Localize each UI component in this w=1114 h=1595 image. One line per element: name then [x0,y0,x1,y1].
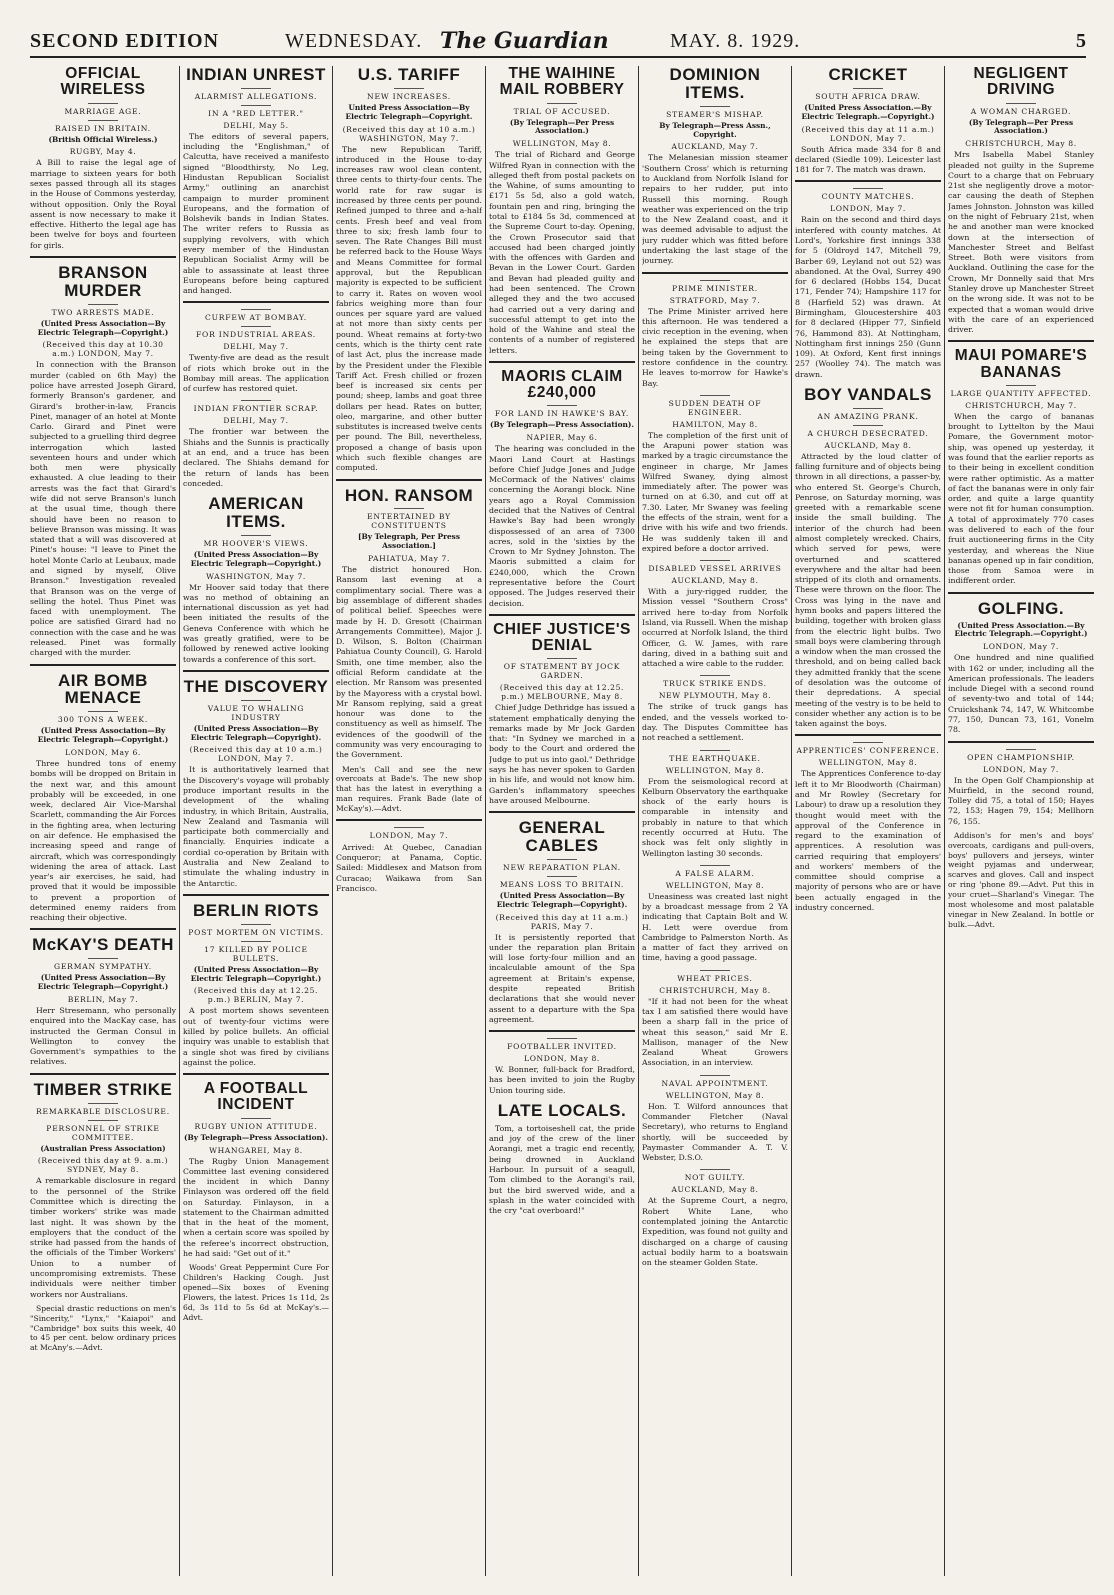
article-divider [489,361,635,363]
dateline: (Received this day at 11 a.m.) LONDON, May 7. [801,124,935,143]
article [336,827,482,894]
article-subheading-2: 17 KILLED BY POLICE BULLETS. [183,941,329,963]
article-subheading: TRIAL OF ACCUSED. [489,103,635,116]
dateline: AUCKLAND, May 7. [671,142,759,152]
article-subheading-2: PERSONNEL OF STRIKE COMMITTEE. [30,1120,176,1142]
article [642,560,788,669]
article [30,1081,176,1353]
dateline: (Received this day at 10 a.m.) WASHINGTON, May 7. [342,124,476,143]
article-body: In connection with the Branson murder (cabled on 6th May) the police have arrested Joseph Girard, formerly Branson's gardener, and Girard's brother-in-law, Francis Pinet, manager of an hotel at Monte Carlo. Girard and Pinet were subjected to a gruelling third degree interrogation which lasted seventeen hours and under which both men were physically exhausted. A clue leading to their arrests was the fact that Girard's wife did not serve Branson's lunch at the usual time, though there should have been no reason to believe Branson was missing. It was stated that a will was discovered at Pinet's house: "I leave to Pinet the hotel Monte Carlo at Leubaux, made and signed by myself, Olive Branson." Investigation revealed that Branson was on the verge of selling the hotel. Thus Pinet was faced with unemployment. The police are satisfied Girard had no connection with the case and he was released. Pinet was formally charged with the murder. [30,360,176,658]
article-body: The trial of Richard and George Wilfred Ryan in connection with the alleged theft from postal packets on the Wahine, of sums amounting to £171 5s 5d, also a gold watch, fountain pen and ring, bringing the total to £184 5s 3d, commenced at the Supreme Court to-day. Opening, the Crown Prosecutor said that accused had been charged jointly with the offences with Garden and Bevan in the Lower Court. Garden and Bevan had pleaded guilty and had been sentenced. The Crown alleged they and the two accused had carried out a very daring and successful attempt to get into the hold of the Wahine and steal the contents of a number of registered letters. [489,150,635,355]
article-body: It is authoritatively learned that the Discovery's voyage will probably produce important results in the development of the whaling industry, in which Britain, Australia, New Zealand and Tasmania will participate both commercially and financially. Enquiries indicate a cordial co-operation by Britain with Australia and New Zealand to stimulate the whaling industry in the Antarctic. [183,765,329,888]
dateline: LONDON, May 6. [65,747,141,757]
article-divider [642,272,788,274]
article [948,749,1094,930]
article [642,865,788,964]
article-subheading-2: IN A "RED LETTER." [183,105,329,118]
article-headline: A FOOTBALL INCIDENT [203,1080,309,1114]
dateline: LONDON, May 8. [524,1054,600,1064]
article-subheading: WHEAT PRICES. [642,970,788,983]
advertisement: Special drastic reductions on men's "Sincerity," "Lynx," "Kaiapoi" and "Cambridge" box suits this week, 40 to 45 per cent. below ordinary prices at McAny's.—Advt. [30,1303,176,1353]
masthead [30,28,1086,58]
article-headline: McKAY'S DEATH [32,935,174,955]
article-headline: GENERAL CABLES [518,818,606,855]
article-body: Attracted by the loud clatter of falling furniture and of objects being thrown in all directions, a passer-by, who entered St. George's Church, Penrose, on Saturday morning, was greeted with a remarkable scene inside the small building. The interior of the church had been almost completely wrecked. Chairs, which served for pews, were overturned and scattered everywhere and the altar had been stripped of its cloth and ornaments. These were thrown on the floor. The Cross was lying in the nave and hymn books and papers littered the building, together with broken glass from the electric light bulbs. Two small boys were clambering through a window when the man crossed the threshold, and on being called back they admitted frankly that the scene of desolation was the outcome of their depredations. A special meeting of the vestry is to be held to consider whether any action is to be taken against the boys. [795,451,941,729]
article-body: Hon. T. Wilford announces that Commander Fletcher (Naval Secretary), who returns to England shortly, will be succeeded by Paymaster Commander A. T. V. Webster, D.S.O. [642,1101,788,1163]
article-body: Uneasiness was created last night by a broadcast message from 2 YA indicating that Captain Bolt and W. H. Lett were overdue from Cambridge to Palmerston North. As a matter of fact they arrived on time, having a good passage. [642,891,788,963]
edition-label: SECOND EDITION [30,30,220,52]
dateline: (Received this day at 10 a.m.) LONDON, May 7. [189,745,323,764]
article-body: The completion of the first unit of the Arapuni power station was marked by a tragic circumstance the engineer in charge, Mr James Wilfred Swaney, dying almost immediately after. The power was turned on at 6.30, and cut off at 7.30. Later, Mr Swaney was feeling the effects of the strain, went for a drive with his wife and two friends. He was suddenly taken ill and expired before a doctor arrived. [642,430,788,553]
article-divider [948,592,1094,594]
article-body: Tom, a tortoiseshell cat, the pride and joy of the crew of the liner Aorangi, met a tragic end recently, being drowned in Auckland Harbour. In pursuit of a seagull, Tom climbed to the Aorangi's rail, but the bird swerved wide, and a splash in the water coincided with the cry "cat overboard!" [489,1123,635,1216]
article-divider [183,301,329,303]
press-credit: (United Press Association.—By Electric Telegraph.—Copyright.) [801,102,935,121]
article-headline: MAUI POMARE'S BANANAS [954,347,1088,381]
article-subheading: LONDON, May 7. [336,827,482,840]
article-headline: AIR BOMB MENACE [58,670,148,708]
dateline: RUGBY, May 4. [69,147,137,157]
article-divider [336,819,482,821]
dateline: (Received this day at 9. a.m.) SYDNEY, May 8. [37,1156,169,1175]
article-subheading: CURFEW AT BOMBAY. [183,309,329,322]
article [336,66,482,481]
article-subheading: FOOTBALLER INVITED. [489,1038,635,1051]
article-headline: THE WAIHINE MAIL ROBBERY [499,66,625,99]
article-headline: U.S. TARIFF [357,66,461,84]
article-divider [948,741,1094,743]
article-body: The strike of truck gangs has ended, and the vessels worked to-day. The Disputes Committee has not reached a settlement. [642,702,788,743]
article-divider [948,340,1094,342]
article-subheading-2: A CHURCH DESECRATED. [795,425,941,438]
article-subheading: NOT GUILTY. [642,1169,788,1182]
article [642,970,788,1069]
article-divider [489,1030,635,1032]
press-credit: (United Press Association.—By Electric Telegraph.—Copyright.) [954,620,1088,639]
article-subheading: RUGBY UNION ATTITUDE. [183,1118,329,1131]
article-headline: CHIEF JUSTICE'S DENIAL [493,620,631,655]
article-subheading: NAVAL APPOINTMENT. [642,1075,788,1088]
article [948,348,1094,593]
article-subheading-2: RAISED IN BRITAIN. [30,120,176,133]
article-subheading: AN AMAZING PRANK. [795,408,941,421]
dateline: WELLINGTON, May 8. [512,139,612,149]
press-credit: (By Telegraph—Per Press Association.) [509,117,615,136]
article-subheading: APPRENTICES' CONFERENCE. [795,742,941,755]
article-body: "If it had not been for the wheat tax I am satisfied there would have been a sharp fall in the price of wheat this season," said Mr E. Mallison, manager of the New Zealand Wheat Growers Association, in an interview. [642,996,788,1068]
article-subheading: INDIAN FRONTIER SCRAP. [183,400,329,413]
article-subheading: OPEN CHAMPIONSHIP. [948,749,1094,762]
article-body: Mr Hoover said today that there was no method of obtaining an international discussion as yet had been initiated the results of the Geneva Conference with which he was greatly gratified, were to be followed by renewed active looking towards a conference of this sort. [183,582,329,664]
press-credit: By Telegraph—Press Assn., Copyright. [659,120,771,139]
column-1 [30,66,176,1581]
dateline: WASHINGTON, May 7. [206,571,306,581]
article-headline: LATE LOCALS. [497,1100,627,1120]
dateline: STRATFORD, May 7. [669,295,761,305]
article-headline: MAORIS CLAIM £240,000 [501,367,623,402]
column-rule [179,66,180,1576]
article-subheading: SOUTH AFRICA DRAW. [795,88,941,101]
article-subheading-2: MEANS LOSS TO BRITAIN. [489,876,635,889]
press-credit: (United Press Association—By Electric Telegraph—Copyright.) [37,726,169,745]
article-headline: OFFICIAL WIRELESS [60,66,146,99]
article-subheading: TWO ARRESTS MADE. [30,304,176,317]
article-subheading: THE EARTHQUAKE. [642,750,788,763]
article-body: The Rugby Union Management Committee last evening considered the incident in which Danny Finlayson was ordered off the field on Saturday. Finlayson, in a statement to the Chairman admitted that in the heat of the moment, when a certain score was spoiled by the referee's incorrect obstruction, he had said: "Get out of it." [183,1156,329,1259]
article-subheading-2: FOR INDUSTRIAL AREAS. [183,326,329,339]
article-divider [336,479,482,481]
dateline: NEW PLYMOUTH, May 8. [658,691,772,701]
article-subheading: MR HOOVER'S VIEWS. [183,535,329,548]
article [642,395,788,554]
newspaper-title: The Guardian [440,28,609,54]
dateline: (Received this day at 12.25. p.m.) MELBOURNE, May 8. [499,683,625,702]
article-divider [489,811,635,813]
article-body: The hearing was concluded in the Maori Land Court at Hastings before Chief Judge Jones and Judge McCormack of the Natives' claims concerning the Aorangi block. Nine years ago a Royal Commission decided that the Natives of Central Hawke's Bay had been wrongly dispossessed of an area of 7300 acres, sold in the 'sixties by the Crown to Mr Sydney Johnston. The Maoris submitted a claim for £240,000, which the Crown representative before the Court opposed. The Judges reserved their decision. [489,444,635,608]
column-rule [791,66,792,1576]
dateline: LONDON, May 7. [983,642,1059,652]
article [30,672,176,931]
press-credit: [By Telegraph, Per Press Association.] [357,532,460,551]
article [183,309,329,394]
article [642,66,788,274]
dateline: DELHI, May 7. [223,342,289,352]
article-body: The Prime Minister arrived here this afternoon. He was tendered a civic reception in the evening, when he explained the steps that are being taken by the Government to restore confidence in the country. He leaves to-morrow for Hawke's Bay. [642,306,788,388]
press-credit: (United Press Association—By Electric Telegraph—Copyright.) [190,549,322,568]
article-body: Herr Stresemann, who personally enquired into the MacKay case, has instructed the German Consul in Wellington to convey the Government's sympathies to the relatives. [30,1006,176,1067]
article-divider [30,664,176,666]
dateline: PAHIATUA, May 7. [368,554,450,564]
dateline: CHRISTCHURCH, May 8. [965,139,1077,149]
article-divider [183,1073,329,1075]
dateline: LONDON, May 7. [830,204,906,214]
article-subheading: A WOMAN CHARGED. [948,103,1094,116]
article [183,66,329,303]
article-headline: GOLFING. [977,598,1065,618]
article-body: Three hundred tons of enemy bombs will be dropped on Britain in the next war, and this amount probably will be exceeded, in one week, declared Air Vice-Marshal Scarlett, commanding the Air Forces in the fighting area, when lecturing on air defence. He emphasised the increasing speed and range of aircraft, which was correspondingly widening the area of attack. Last year's air exercises, he said, had proved that it would be impossible to prevent a proportion of determined enemy raiders from reaching their objective. [30,758,176,923]
article-body: One hundred and nine qualified with 162 or under, including all the American professionals. The leaders include Diegel with a second round of seventy-two and total of 144; Cruickshank 74, 147, W. Whitcombe 77, 150, Duncan 73, 161, Vonelm 78. [948,653,1094,735]
article-headline: THE DISCOVERY [183,676,329,696]
article [795,188,941,380]
article-body: W. Bonner, full-back for Bradford, has been invited to join the Rugby Union touring side. [489,1065,635,1095]
article-divider [183,670,329,672]
article [642,675,788,743]
article-body: Chief Judge Dethridge has issued a statement emphatically denying the remarks made by Mr Jock Garden that: "In Sydney we marched in a body to the Court and ordered the Judge to put us into gaol." Dethridge says he has never spoken to Garden in his life, and would not know him. Garden's inflammatory speeches have aroused Melbourne. [489,703,635,805]
article-divider [795,734,941,736]
article-body: Twenty-five are dead as the result of riots which broke out in the Bombay mill areas. The application of curfew has restored quiet. [183,353,329,394]
article-body: The Melanesian mission steamer 'Southern Cross' which is returning to Auckland from Norfolk Island for repairs to her rudder, put into Russell this morning. Rough weather was experienced on the trip to the New Zealand coast, and it was deemed advisable to adjust the jury rudder which was fitted before undertaking the last stage of the journey. [642,153,788,266]
column-3 [336,66,482,1581]
article-headline: BRANSON MURDER [58,262,148,300]
article [642,280,788,389]
advertisement: Woods' Great Peppermint Cure For Children's Hacking Cough. Just opened—Six boxes of Evening Flowers, the latest. Prices 1s 11d, 2s 6d, 3s 11d to 5s 6d at McKay's.—Advt. [183,1263,329,1322]
article-body: At the Supreme Court, a negro, Robert White Lane, who contemplated joining the Antarctic Expedition, was found not guilty and discharged on a charge of causing actual bodily harm to a boatswain on the steamer Golden State. [642,1196,788,1268]
article [948,66,1094,342]
article-headline: DOMINION ITEMS. [669,66,761,102]
press-credit: (By Telegraph—Press Association). [184,1132,328,1142]
article [489,819,635,1032]
article-divider [30,1073,176,1075]
article-subheading: TRUCK STRIKE ENDS. [642,675,788,688]
article [795,386,941,736]
article-headline: NEGLIGENT DRIVING [973,66,1069,99]
column-5 [642,66,788,1581]
column-rule [638,66,639,1576]
press-credit: United Press Association—By Electric Telegraph—Copyright. [345,102,473,121]
article [30,264,176,666]
dateline: WHANGAREI, May 8. [209,1145,303,1155]
dateline: WELLINGTON, May 8. [665,1090,765,1100]
article [183,902,329,1075]
article-subheading: POST MORTEM ON VICTIMS. [183,924,329,937]
article-subheading: NEW REPARATION PLAN. [489,859,635,872]
article-body: The editors of several papers, including the "Englishman," of Calcutta, have received a manifesto signed "Bloodthirsty, No Leg, Hindustan Republican Socialist Army," outlining an anarchist campaign to murder prominent Europeans, and the formation of Bolshevik bands in Indian States. The writer refers to Russia as supplying revolvers, with which every member of the Hindustan Republican Socialist Army will be able to assassinate at least three Europeans before being captured and hanged. [183,131,329,296]
column-4 [489,66,635,1581]
article-subheading: OF STATEMENT BY JOCK GARDEN. [489,658,635,680]
article-headline: CRICKET [828,66,908,84]
dateline: WELLINGTON, May 8. [665,880,765,890]
article-divider [795,180,941,182]
article-body: Mrs Isabella Mabel Stanley pleaded not guilty in the Supreme Court to a charge that on February 21st she negligently drove a motor-car causing the death of Stephen James Johnston. Johnston was killed on the night of February 21st, when he and another man were knocked down at the intersection of Manchester Street and Belfast Street. Both were visitors from Auckland. Outlining the case for the Crown, Mr Donnelly said that Mrs Stanley drove up Manchester Street on the wrong side. It was not to be expected that a woman would drive with the care of an experienced driver. [948,150,1094,335]
article [30,66,176,258]
dateline: LONDON, May 7. [983,764,1059,774]
dateline: AUCKLAND, May 8. [824,440,912,450]
article [489,66,635,363]
article-subheading: A FALSE ALARM. [642,865,788,878]
dateline: AUCKLAND, May 8. [671,1185,759,1195]
article-subheading: MARRIAGE AGE. [30,103,176,116]
column-6 [795,66,941,1581]
article-body: Arrived: At Quebec, Canadian Conqueror; at Panama, Coptic. Sailed: Middlesex and Matson from Curacao; Waikawa from San Francisco. [336,842,482,893]
article-body: It is persistently reported that under the reparation plan Britain will lose forty-four million and an incalculable amount of the Spa agreement at Britain's expense, despite repeated British declarations that she would never assent to a departure with the Spa agreement. [489,932,635,1024]
article [642,1075,788,1164]
article-subheading: ENTERTAINED BY CONSTITUENTS [336,508,482,530]
article-body: The Apprentices Conference to-day left it to Mr Bloodworth (Chairman) and Mr Rowley (Secretary for Labour) to draw up a resolution they thought would meet with the approval of the Conference in regard to the examination of apprentices. A resolution was carried requiring that employers' and workers' members of the committee should comprise a majority of persons who are or have been actually engaged in the industry concerned. [795,769,941,913]
article-headline: HON. RANSOM [344,485,474,505]
column-rule [485,66,486,1576]
article-subheading: PRIME MINISTER. [642,280,788,293]
dateline: DELHI, May 5. [223,120,289,130]
article-body: In the Open Golf Championship at Muirfield, in the second round, Tolley did 75, a total of 150; Hayes 72, 153; Hagen 79, 154; Mellhorn 76, 155. [948,775,1094,826]
article-body: From the seismological record at Kelburn Observatory the earthquake shock of the early hours is comparable in intensity and probably in nature to that which recently occurred at Hutu. The shock was felt only slightly in Wellington lasting 30 seconds. [642,776,788,858]
article [183,1081,329,1322]
article [183,678,329,896]
article [642,1169,788,1268]
article-headline: INDIAN UNREST [186,66,326,84]
dateline: NAPIER, May 6. [526,433,598,443]
article [642,750,788,859]
article-body: A post mortem shows seventeen out of twenty-four victims were killed by police bullets. An official inquiry was unable to establish that a single shot was fired by civilians against the police. [183,1006,329,1067]
article [336,487,482,821]
press-credit: (United Press Association—By Electric Telegraph—Copyright). [190,723,322,742]
article-divider [183,894,329,896]
press-credit: (United Press Association—By Electric Telegraph—Copyright.) [37,973,169,992]
article-headline: TIMBER STRIKE [33,1079,173,1099]
date-label: MAY. 8. 1929. [670,30,801,52]
article-subheading: COUNTY MATCHES. [795,188,941,201]
dateline: HAMILTON, May 8. [672,419,758,429]
article-divider [30,928,176,930]
article-body: The district honoured Hon. Ransom last evening at a complimentary social. There was a big assemblage of different shades of political belief. Speeches were made by H. D. Gresott (Chairman Arrangements Committee), Major J. D. Wilson, S. Bolton (Chairman Pahiatua County Council), G. Harold Smith, one time member, also the official Reform candidate at the election. Mr Ransom was presented by the Mayoress with a crystal bowl. Mr Ransom replying, said a great honour was done to the constituency as well as himself. The evidences of the goodwill of the community was very encouraging to the Government. [336,565,482,760]
article [489,622,635,813]
article-subheading: GERMAN SYMPATHY. [30,958,176,971]
dateline: CHRISTCHURCH, May 8. [659,985,771,995]
article-subheading: DISABLED VESSEL ARRIVES [642,560,788,573]
dateline: DELHI, May 7. [223,416,289,426]
article-headline: BOY VANDALS [804,384,932,404]
article-body: The new Republican Tariff, introduced in the House to-day increases raw wool clean content, three cents to thirty-four cents. The world rate for raw sugar is increased by three cents per pound. Refined jumped to three and a-half cents. Fresh beef and veal from three to six; fresh lamb four to seven. The Rate Changes Bill must be referred back to the House Ways and Means Committee for formal approval, but the Republican majority is expected to be sufficient to carry it. Rates on woven wool fabrics weighing more than four ounces per square yard are valued at not more than sixty cents per pound. Wheat remains at forty-two cents, which is the thirty cent rate of last Act, plus the increase made by the President under the Flexible Tariff Act. Fresh chilled or frozen beef is increased six cents per pound; sheep, lambs and goat three dollars per head. Rates on butter, oleo, margarine, and other butter substitutes is increased twelve cents per pound. The Bill, nevertheless, proposed a change of basis upon which such flexible changes are computed. [336,144,482,473]
dateline: BERLIN, May 7. [67,995,139,1005]
article [489,369,635,616]
dateline: CHRISTCHURCH, May 7. [965,400,1077,410]
article [795,742,941,913]
dateline: (Received this day at 10.30 a.m.) LONDON, May 7. [42,340,164,359]
press-credit: (United Press Association—By Electric Telegraph—Copyright). [496,890,628,909]
page-number: 5 [1076,30,1086,52]
article [183,400,329,489]
advertisement: Men's Call and see the new overcoats at Bade's. The new shop that has the latest in everything a man requires. Frank Bade (late of McKay's).—Advt. [336,764,482,813]
dateline: WELLINGTON, May 8. [665,765,765,775]
weekday-label: WEDNESDAY. [285,30,423,52]
article-subheading: STEAMER'S MISHAP. [642,106,788,119]
press-credit: (By Telegraph—Per Press Association.) [968,117,1074,136]
article-subheading: REMARKABLE DISCLOSURE. [30,1103,176,1116]
article [30,936,176,1074]
article [183,495,329,672]
article-body: A Bill to raise the legal age of marriage to sixteen years for both sexes passed through all its stages in the House of Commons yesterday, without opposition. Only the Royal assent is now necessary to make it effective. Hitherto the legal age has been twelve for boys and fourteen for girls. [30,158,176,250]
article-subheading: SUDDEN DEATH OF ENGINEER. [642,395,788,417]
article-divider [30,256,176,258]
article-subheading: FOR LAND IN HAWKE'S BAY. [489,405,635,418]
column-2 [183,66,329,1581]
article [489,1102,635,1216]
press-credit: (By Telegraph—Press Association). [490,420,634,430]
dateline: (Received this day at 12.25. p.m.) BERLIN, May 7. [193,986,319,1005]
article-divider [489,614,635,616]
dateline: (Received this day at 11 a.m.) PARIS, May 7. [495,912,629,931]
advertisement: Addison's for men's and boys' overcoats, cardigans and pull-overs, boys' pullovers and jerseys, winter weight pyjamas and underwear, scarves and gloves. Call and inspect or ring 'phone 89.—Advt. Put this in your cruet—Sharland's Vinegar. The most wholesome and most palatable vinegar in New Zealand. In bottle or bulk.—Advt. [948,830,1094,929]
dateline: AUCKLAND, May 8. [671,576,759,586]
article [795,66,941,182]
article-body: Rain on the second and third days interfered with county matches. At Lord's, Yorkshire first innings 338 for 5 (Oldroyd 147, Mitchell 79, Barber 69, Leyland not out 52) was abandoned. At the Oval, Surrey 490 for 6 declared (Hobbs 154, Ducat 171, Fender 74); Hampshire 117 for 8 (Harfield 52) was drawn. At Birmingham, Gloucestershire 403 for 8 declared (Hipper 77, Sinfield 76, Hammond 83). At Nottingham, Nottingham first innings 250 (Gunn 109). At Oxford, Kent first innings 257 (Woolley 74). The match was drawn. [795,215,941,379]
article-headline: AMERICAN ITEMS. [208,494,304,531]
article-subheading: NEW INCREASES. [336,88,482,101]
article [489,1038,635,1096]
article-body: South Africa made 334 for 8 and declared (Siedle 109). Leicester last 181 for 7. The match was drawn. [795,144,941,175]
press-credit: (United Press Association—By Electric Telegraph—Copyright.) [190,964,322,983]
article-body: With a jury-rigged rudder, the Mission vessel "Southern Cross" arrived here to-day from Norfolk Island, via Russell. When the mishap occurred at Norfolk Island, the third Officer, G. W. James, with rare daring, dived in a bathing suit and attached a wire cable to the rudder. [642,587,788,669]
press-credit: (United Press Association—By Electric Telegraph—Copyright.) [37,318,169,337]
article [948,600,1094,743]
dateline: WELLINGTON, May 8. [818,758,918,768]
article-body: The frontier war between the Shiahs and the Sunnis is practically at an end, and a truce has been declared. The Shiahs demand for the return of lands has been conceded. [183,427,329,488]
article-subheading: LARGE QUANTITY AFFECTED. [948,385,1094,398]
column-rule [944,66,945,1576]
press-credit: (British Official Wireless.) [48,134,158,144]
article-subheading: VALUE TO WHALING INDUSTRY [183,700,329,722]
column-rule [332,66,333,1576]
article-body: When the cargo of bananas brought to Lyttelton by the Maui Pomare, the Government motor-ship, was opened up yesterday, it was found that the earlier reports as to their being in excellent condition were rather optimistic. As a matter of fact the bananas were in only fair order, and quite a large quantity were not fit for human consumption. A total of approximately 770 cases was delivered to each of the four fruit auctioneering firms in the City yesterday, and whereas the Niue bananas opened up in fair condition, those from Samoa were in indifferent order. [948,411,1094,586]
column-7 [948,66,1094,1581]
article-subheading: ALARMIST ALLEGATIONS. [183,88,329,101]
press-credit: (Australian Press Association) [40,1143,166,1153]
article-subheading: 300 TONS A WEEK. [30,711,176,724]
article-body: A remarkable disclosure in regard to the personnel of the Strike Committee which is directing the timber workers' strike was made last night. It was shown by the employers that the conduct of the strike had passed from the hands of the officials of the Timber Workers' Union to a number of uncompromising extremists. These individuals were neither timber workers nor Australians. [30,1176,176,1299]
article-headline: BERLIN RIOTS [193,900,319,920]
